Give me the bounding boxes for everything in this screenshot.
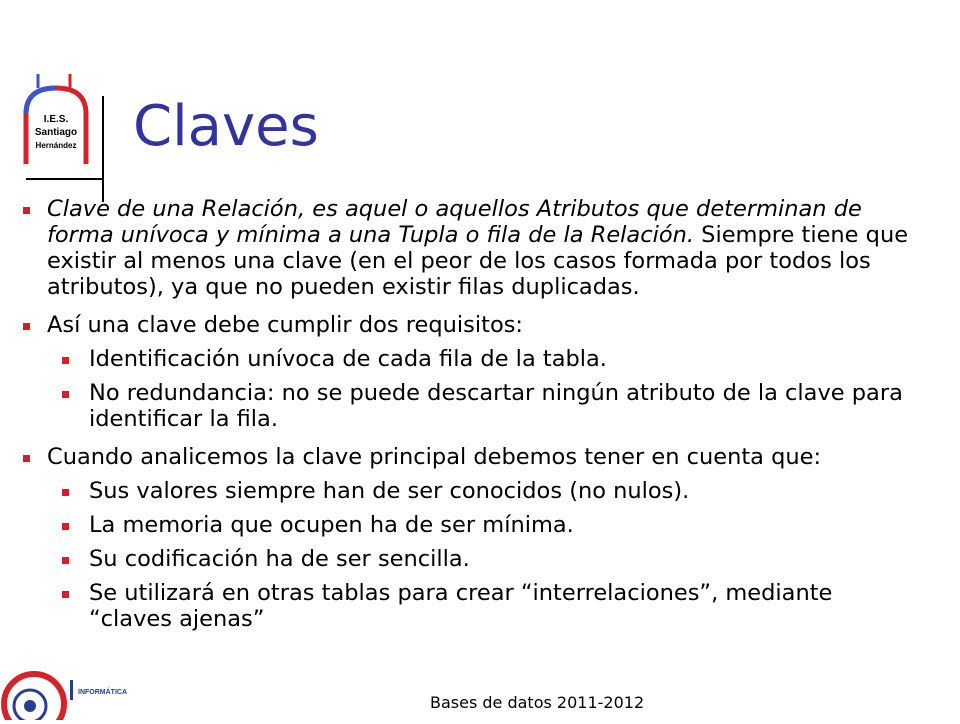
slide-title: Claves [133, 94, 319, 159]
title-divider-vertical [102, 96, 104, 202]
bullet-item-definition [0, 196, 960, 300]
informatica-logo-icon [0, 660, 130, 720]
title-divider-horizontal [26, 178, 104, 180]
logo-line-3: Hernández [35, 141, 77, 150]
school-crest-icon [20, 74, 92, 174]
logo-line-2: Santiago [34, 127, 78, 138]
bullet-item-clave-principal: Cuando analicemos la clave principal debemos tener en cuenta que: [0, 444, 960, 470]
sub-bullet-item: Sus valores siempre han de ser conocidos (no nulos). [0, 478, 960, 504]
bullet-definition-italic: Clave de una Relación, es aquel o aquellos Atributos que determinan de forma unívoca y mínima a una Tupla o fila de la Relación. [47, 196, 862, 248]
bullet-list [0, 196, 960, 632]
sub-bullet-item: La memoria que ocupen ha de ser mínima. [0, 512, 960, 538]
logo-line-1: I.E.S. [43, 114, 69, 125]
bullet-item-requisitos: Así una clave debe cumplir dos requisitos: [0, 312, 960, 338]
footer-logo-label: INFORMÁTICA [78, 689, 127, 696]
sub-bullet-item: Se utilizará en otras tablas para crear “interrelaciones”, mediante “claves ajenas” [0, 580, 960, 632]
sub-bullet-item: No redundancia: no se puede descartar ningún atributo de la clave para identificar la fila. [0, 380, 960, 432]
bullet-definition-text: Siempre tiene que existir al menos una clave (en el peor de los casos formada por todos los atributos), ya que no pueden existir filas duplicadas. [47, 222, 909, 300]
slide-footer: Bases de datos 2011-2012 [430, 693, 645, 712]
sub-bullet-item: Identificación unívoca de cada fila de la tabla. [0, 346, 960, 372]
sub-bullet-item: Su codificación ha de ser sencilla. [0, 546, 960, 572]
